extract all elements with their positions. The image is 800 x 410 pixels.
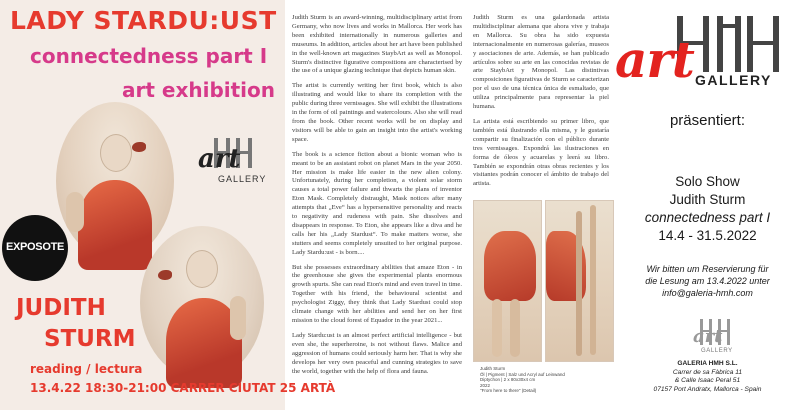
- painting-oval-bottom: [140, 226, 264, 380]
- reservation-line-1: Wir bitten um Reservierung für: [646, 264, 769, 274]
- artwork-caption-size: Diptychon | 2 x 80x30x4 cm: [480, 377, 536, 383]
- artwork-right-panel: [545, 200, 614, 362]
- english-text-column: [292, 14, 462, 382]
- diptych-artwork: [473, 200, 613, 360]
- gallery-logo-large: [615, 14, 800, 104]
- reading-label: reading / lectura: [30, 362, 143, 376]
- artwork-left-panel: [473, 200, 542, 362]
- show-dates: 14.4 - 31.5.2022: [658, 228, 757, 243]
- english-paragraph-5: Lady Stardu:ust is an almost perfect artificial intelligence - but even she, the superheroine, is not without flaws. Malice and aggression of humans could seriously harm her. That is why she develops her very own peaceful and cunning strategies to save the world, together with the help of flora and fauna.: [292, 331, 462, 375]
- logo-gallery-text: GALLERY: [218, 174, 267, 184]
- presents-label: präsentiert:: [669, 112, 746, 129]
- artist-first-name: JUDITH: [16, 295, 106, 321]
- spanish-text-column: [473, 14, 609, 195]
- artwork-caption-artist: Judith Sturm: [480, 366, 506, 371]
- english-paragraph-2: The artist is currently writing her first book, which is also illustrating and would like to share its completion with the public during three vernissages. She will exhibit the illustrations in the form of oil paintings and watercolours. Also she will read from the book. Other recent works will be on display and visitors will be able to gain an insight into the artist's working space.: [292, 82, 462, 143]
- reservation-line-2: die Lesung am 13.4.2022 unter: [645, 276, 770, 286]
- spanish-paragraph-2: La artista está escribiendo su primer libro, que también está ilustrando ella misma, y le gustaría compartir su finalización con el público durante tres vernissages. Expondrá las ilustraciones en forma de óleos y acuarelas y leerá su libro. También se expondrán otras obras recientes y los visitantes podrán conocer el ámbito de trabajo del artista.: [473, 117, 609, 188]
- english-paragraph-4: But she possesses extraordinary abilities that amaze Eton - in the greenhouse she gives the experimental plants enormous growth spurts. She can read Eton's mind and even travel in time. Together with his friend, the behavioural scientist and psychologist Ziggy, they think that Lady Stardust could stop climate change with her abilities and send her on her first mission to the cloud forest of Equador in the year 2021...: [292, 263, 462, 324]
- right-gallery-panel: [615, 0, 800, 410]
- headline: LADY STARDU:UST: [10, 6, 277, 35]
- left-flyer-panel: [0, 0, 336, 410]
- exposote-badge: [2, 215, 68, 281]
- address-line-3: 07157 Port Andratx, Mallorca - Spain: [653, 385, 762, 393]
- logo-art-red-text: art: [615, 30, 694, 89]
- artwork-caption-title: "From here to there" (Detail): [480, 388, 537, 394]
- artwork-caption-medium: Öl | Pigment | Salz und Acryl auf Leinwand: [480, 371, 565, 377]
- artwork-caption-year: 2022: [480, 382, 491, 388]
- footer-logo-art: art: [693, 326, 723, 347]
- logo-art-text: art: [198, 144, 241, 174]
- footer-logo-gallery: GALLERY: [701, 348, 733, 354]
- event-type: art exhibition: [122, 78, 276, 102]
- painting-oval-top: [56, 102, 174, 260]
- reading-details: 13.4.22 18:30-21:00 CARRER CIUTAT 25 ARTÀ: [30, 381, 336, 395]
- gallery-logo-footer: [691, 318, 741, 360]
- show-artist: Judith Sturm: [669, 192, 746, 207]
- show-title: connectedness part I: [644, 210, 771, 225]
- english-paragraph-1: Judith Sturm is an award-winning, multidisciplinary artist from Germany, who now lives and works in Mallorca. Her work has been exhibited internationally in numerous galleries and museums. In addition, articles about her art have been published in the well-known art magazines StaybArt as well as Monopol. Sturm's distinctive figurative compositions are characterised by the use of a unique glazing technique that depicts human skin.: [292, 14, 462, 75]
- english-paragraph-3: The book is a science fiction about a bionic woman who is meant to be an assistant robot on planet Mars in the year 2050. Her mission is make life easier in the new alien colony. Unfortunately, during her completion, a violent solar storm causes a total power failure and thwarts the plans of inventor Eton Mask. Completely distraught, Mask notices after many attempts that „Eve“ has a hypersensitive personality and reacts to negativity and rudeness with pain. She dissolves and disappears in response. To Eton, she appears like a diva and he calls her his „Lady Stardust“. To make matters worse, she stutters and seems completely unsuited to her original purpose. Lady Stardu:ust - is born....: [292, 150, 462, 256]
- spanish-paragraph-1: Judith Sturm es una galardonada artista multidisciplinar alemana que ahora vive y trabaja en Mallorca. Su obra ha sido expuesta internacionalmente en numerosas galerías, museos y asociaciones de arte. Además, se han publicado artículos sobre su arte en las conocidas revistas de arte StaybArt y Monopol. Las distintivas composiciones figurativas de Sturm se caracterizan por el uso de una técnica única de esmaltado, que utiliza principalmente para representar la piel humana.: [473, 14, 609, 111]
- subheadline: connectedness part I: [30, 44, 268, 68]
- address-line-1: Carrer de sa Fàbrica 11: [672, 368, 743, 376]
- gallery-name: GALERIA HMH S.L.: [677, 360, 738, 367]
- gallery-logo-small: [198, 136, 270, 194]
- artist-last-name: STURM: [44, 326, 136, 352]
- logo-gallery-label: GALLERY: [695, 72, 772, 88]
- contact-email[interactable]: info@galeria-hmh.com: [662, 288, 753, 298]
- address-line-2: & Calle Isaac Peral 51: [674, 377, 741, 384]
- show-type: Solo Show: [675, 174, 740, 189]
- exposote-label: EXPOSOTE: [5, 241, 65, 253]
